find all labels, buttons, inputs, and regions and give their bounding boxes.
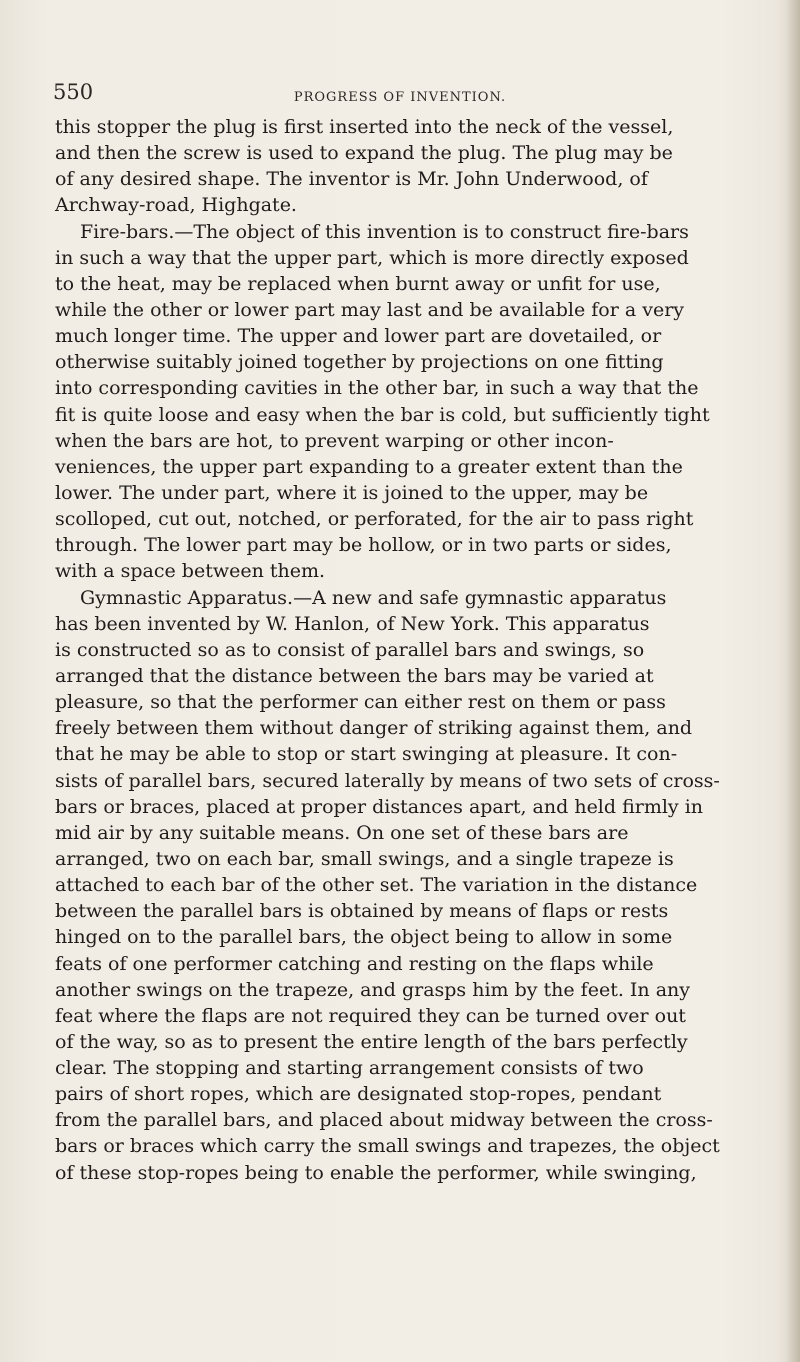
text-line: fit is quite loose and easy when the bar is cold, but sufficiently tight xyxy=(55,403,710,426)
page-number: 550 xyxy=(53,80,94,104)
text-line: scolloped, cut out, notched, or perforated, for the air to pass right xyxy=(55,508,694,531)
section-start-fire-bars: Fire-bars.—The object of this invention is to construct fire-bars xyxy=(80,220,689,243)
text-line: feats of one performer catching and resting on the flaps while xyxy=(55,952,654,975)
text-line: Archway-road, Highgate. xyxy=(55,194,297,217)
text-line: of the way, so as to present the entire length of the bars perfectly xyxy=(55,1030,688,1053)
text-line: while the other or lower part may last and be available for a very xyxy=(55,298,685,321)
text-line: and then the screw is used to expand the plug. The plug may be xyxy=(55,142,673,165)
text-line: sists of parallel bars, secured laterally by means of two sets of cross- xyxy=(55,769,720,792)
text-line: feat where the flaps are not required they can be turned over out xyxy=(55,1004,686,1027)
text-line: to the heat, may be replaced when burnt away or unfit for use, xyxy=(55,272,661,295)
text-line: in such a way that the upper part, which is more directly exposed xyxy=(55,246,689,269)
text-line: much longer time. The upper and lower part are dovetailed, or xyxy=(55,325,662,348)
text-line: bars or braces, placed at proper distances apart, and held firmly in xyxy=(55,795,704,818)
text-line: of these stop-ropes being to enable the performer, while swinging, xyxy=(55,1161,697,1184)
text-line: when the bars are hot, to prevent warping or other incon- xyxy=(55,429,614,452)
text-line: this stopper the plug is first inserted into the neck of the vessel, xyxy=(55,116,674,138)
text-line: otherwise suitably joined together by projections on one fitting xyxy=(55,351,664,374)
text-line: with a space between them. xyxy=(55,560,326,583)
text-line: pairs of short ropes, which are designated stop-ropes, pendant xyxy=(55,1083,662,1106)
text-line: veniences, the upper part expanding to a greater extent than the xyxy=(55,455,683,478)
text-line: clear. The stopping and starting arrangement consists of two xyxy=(55,1057,644,1080)
body-text xyxy=(55,114,795,1186)
text-line: mid air by any suitable means. On one set of these bars are xyxy=(55,821,629,844)
text-line: that he may be able to stop or start swinging at pleasure. It con- xyxy=(55,743,678,766)
text-line: freely between them without danger of striking against them, and xyxy=(55,717,693,740)
text-line: through. The lower part may be hollow, or in two parts or sides, xyxy=(55,534,672,557)
text-line: into corresponding cavities in the other bar, in such a way that the xyxy=(55,377,699,400)
text-line: is constructed so as to consist of parallel bars and swings, so xyxy=(55,638,645,661)
text-line: between the parallel bars is obtained by means of flaps or rests xyxy=(55,900,669,923)
text-line: lower. The under part, where it is joined to the upper, may be xyxy=(55,481,649,504)
text-line: arranged, two on each bar, small swings, and a single trapeze is xyxy=(55,847,674,870)
running-title: PROGRESS OF INVENTION. xyxy=(293,90,507,105)
text-line: arranged that the distance between the bars may be varied at xyxy=(55,664,654,687)
text-line: pleasure, so that the performer can either rest on them or pass xyxy=(55,691,666,714)
text-line: has been invented by W. Hanlon, of New York. This apparatus xyxy=(55,612,650,635)
text-line: another swings on the trapeze, and grasps him by the feet. In any xyxy=(55,978,690,1001)
text-line: of any desired shape. The inventor is Mr. John Underwood, of xyxy=(55,168,648,191)
text-line: hinged on to the parallel bars, the object being to allow in some xyxy=(55,926,673,949)
text-line: from the parallel bars, and placed about midway between the cross- xyxy=(55,1109,713,1132)
section-start-gymnastic-apparatus: Gymnastic Apparatus.—A new and safe gymnastic apparatus xyxy=(80,586,667,609)
text-line: attached to each bar of the other set. The variation in the distance xyxy=(55,874,698,897)
text-line: bars or braces which carry the small swings and trapezes, the object xyxy=(55,1135,720,1158)
